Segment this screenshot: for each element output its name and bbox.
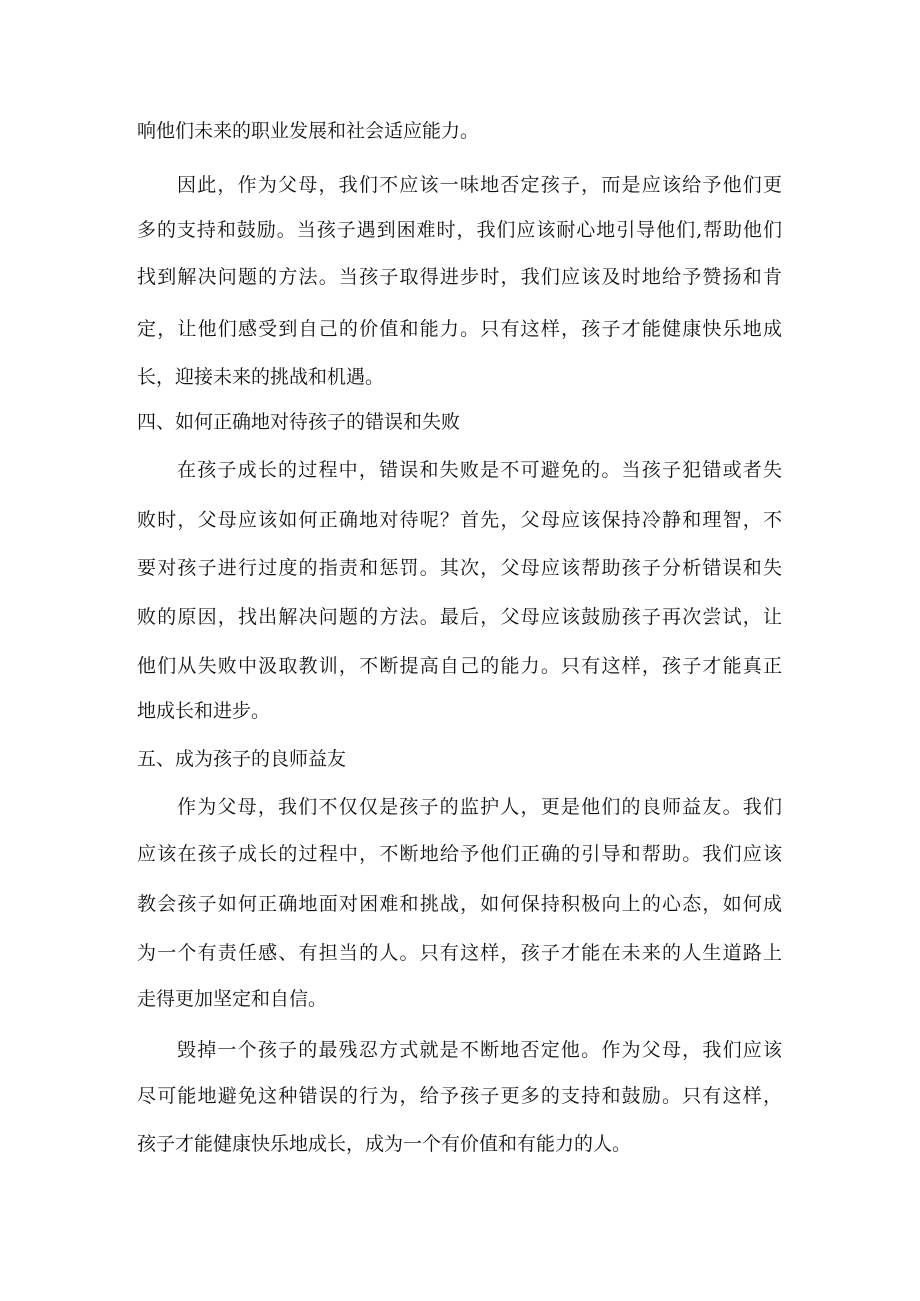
paragraph-2-line-1: 因此，作为父母，我们不应该一味地否定孩子，而是应该给予他们更 [177,174,782,196]
paragraph-3-line-3: 要对孩子进行过度的指责和惩罚。其次，父母应该帮助孩子分析错误和失 [137,557,782,579]
paragraph-3-line-5: 他们从失败中汲取教训，不断提高自己的能力。只有这样，孩子才能真正 [137,655,782,677]
paragraph-3-line-4: 败的原因，找出解决问题的方法。最后，父母应该鼓励孩子再次尝试，让 [137,606,782,628]
paragraph-5-line-2: 尽可能地避免这种错误的行为，给予孩子更多的支持和鼓励。只有这样， [137,1085,782,1107]
paragraph-4-line-1: 作为父母，我们不仅仅是孩子的监护人，更是他们的良师益友。我们 [177,796,782,818]
paragraph-4-line-2: 应该在孩子成长的过程中，不断地给予他们正确的引导和帮助。我们应该 [137,843,782,865]
paragraph-3-line-2: 败时，父母应该如何正确地对待呢？首先，父母应该保持冷静和理智，不 [137,509,782,531]
paragraph-4-line-3: 教会孩子如何正确地面对困难和挑战，如何保持积极向上的心态，如何成 [137,893,782,915]
paragraph-2-line-3: 找到解决问题的方法。当孩子取得进步时，我们应该及时地给予赞扬和肯 [137,266,782,288]
paragraph-3-line-1: 在孩子成长的过程中，错误和失败是不可避免的。当孩子犯错或者失 [177,459,782,481]
section-heading-5: 五、成为孩子的良师益友 [137,748,347,770]
paragraph-1-line: 响他们未来的职业发展和社会适应能力。 [137,120,480,142]
paragraph-2-line-5: 长，迎接未来的挑战和机遇。 [137,366,385,388]
paragraph-4-line-5: 走得更加坚定和自信。 [137,988,328,1010]
paragraph-5-line-1: 毁掉一个孩子的最残忍方式就是不断地否定他。作为父母，我们应该 [177,1039,782,1061]
paragraph-3-line-6: 地成长和进步。 [137,700,271,722]
section-heading-4: 四、如何正确地对待孩子的错误和失败 [137,411,461,433]
paragraph-5-line-3: 孩子才能健康快乐地成长，成为一个有价值和有能力的人。 [137,1133,632,1155]
paragraph-2-line-4: 定，让他们感受到自己的价值和能力。只有这样，孩子才能健康快乐地成 [137,318,782,340]
paragraph-4-line-4: 为一个有责任感、有担当的人。只有这样，孩子才能在未来的人生道路上 [137,942,782,964]
paragraph-2-line-2: 多的支持和鼓励。当孩子遇到困难时，我们应该耐心地引导他们,帮助他们 [137,219,782,241]
